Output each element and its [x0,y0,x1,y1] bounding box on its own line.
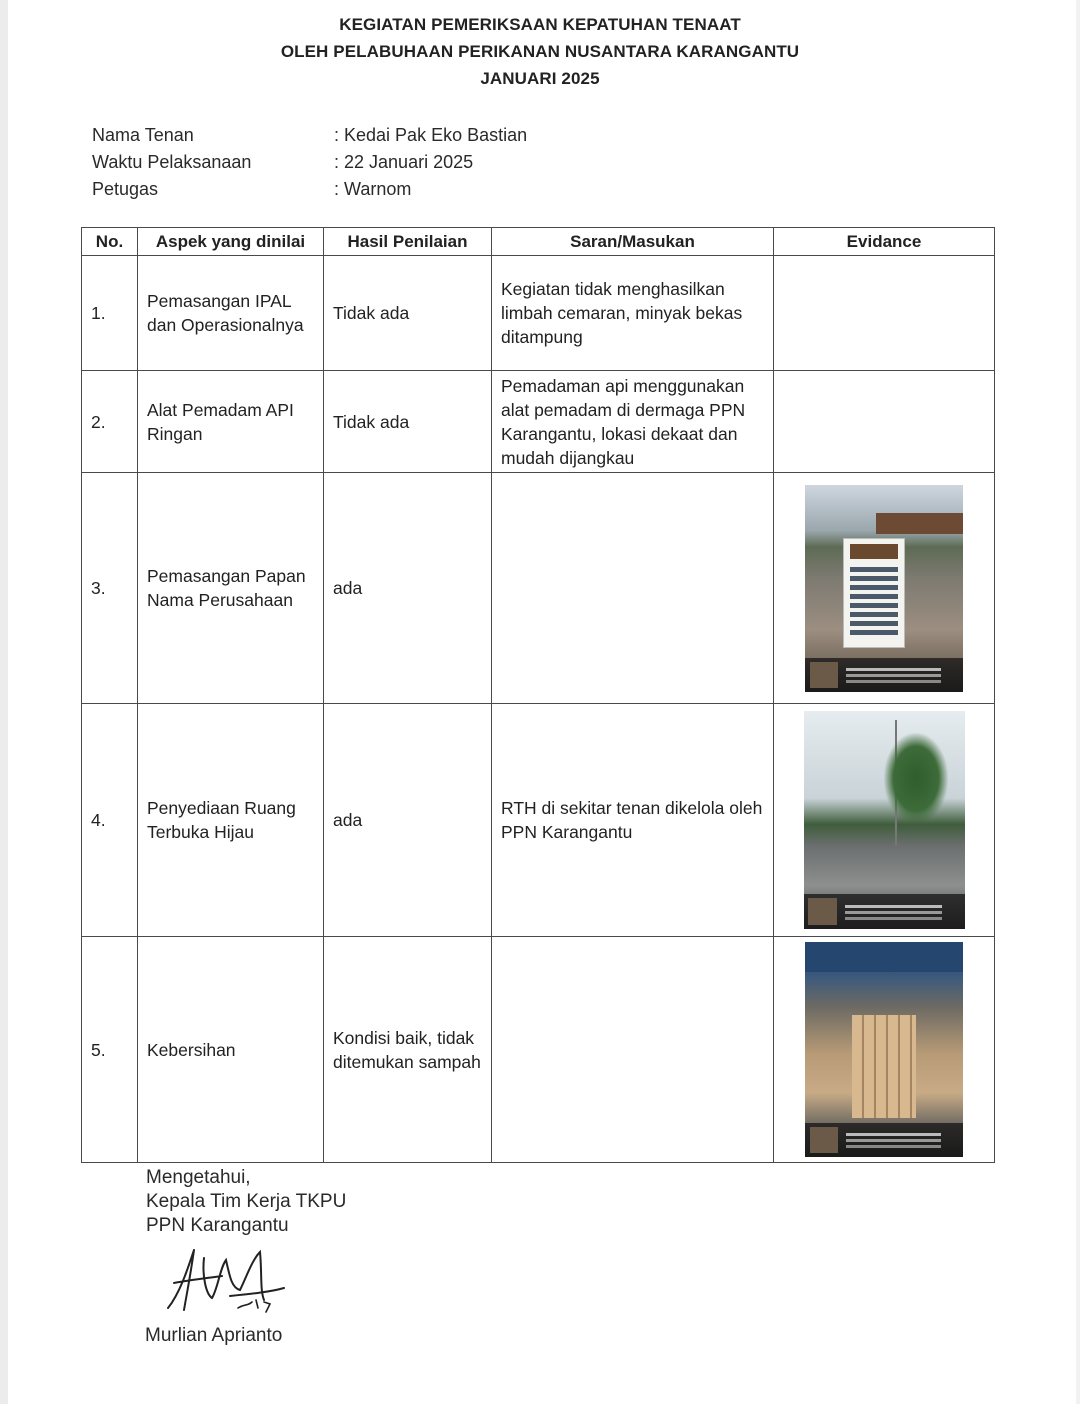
info-value: : Warnom [334,176,411,203]
row-evidence [774,704,995,937]
signer-office: PPN Karangantu [146,1215,289,1236]
page-edge [0,0,8,1404]
row-number: 1. [82,256,138,371]
row-aspect: Kebersihan [138,937,324,1163]
row-result: Tidak ada [324,371,492,473]
info-row-tenant [92,122,792,149]
evidence-photo-green-space [804,711,965,929]
document-period: JANUARI 2025 [480,69,600,88]
signature-block [146,1166,346,1238]
row-result: Tidak ada [324,256,492,371]
table-row [82,256,995,371]
info-label: Petugas [92,179,159,199]
row-aspect: Pemasangan Papan Nama Perusahaan [138,473,324,704]
table-row [82,704,995,937]
info-label: Waktu Pelaksanaan [92,152,252,172]
info-label: Nama Tenan [92,125,194,145]
row-evidence [774,256,995,371]
row-evidence [774,473,995,704]
row-evidence [774,371,995,473]
row-number: 2. [82,371,138,473]
evidence-photo-signboard [805,485,963,692]
handwritten-signature [160,1238,290,1318]
column-header: Saran/Masukan [492,228,774,256]
table-header-row [82,228,995,256]
evidence-photo-cleanliness [805,942,963,1157]
column-header: Hasil Penilaian [324,228,492,256]
row-suggestion [492,937,774,1163]
table-row [82,937,995,1163]
acknowledgement-label: Mengetahui, [146,1167,251,1188]
info-row-date [92,149,792,176]
signer-position: Kepala Tim Kerja TKPU [146,1191,347,1212]
column-header: No. [82,228,138,256]
page-edge [1076,0,1080,1404]
info-value: : 22 Januari 2025 [334,149,473,176]
row-result: ada [324,704,492,937]
row-suggestion [492,473,774,704]
row-number: 4. [82,704,138,937]
row-result: ada [324,473,492,704]
assessment-table [81,227,995,1163]
document-subtitle: OLEH PELABUHAAN PERIKANAN NUSANTARA KARANGANTU [280,42,800,61]
row-aspect: Penyediaan Ruang Terbuka Hijau [138,704,324,937]
row-suggestion: RTH di sekitar tenan dikelola oleh PPN Karangantu [492,704,774,937]
row-evidence [774,937,995,1163]
row-suggestion: Kegiatan tidak menghasilkan limbah cemaran, minyak bekas ditampung [492,256,774,371]
column-header: Evidance [774,228,995,256]
row-aspect: Alat Pemadam API Ringan [138,371,324,473]
row-suggestion: Pemadaman api menggunakan alat pemadam di dermaga PPN Karangantu, lokasi dekaat dan mudah dijangkau [492,371,774,473]
row-number: 5. [82,937,138,1163]
row-aspect: Pemasangan IPAL dan Operasionalnya [138,256,324,371]
column-header: Aspek yang dinilai [138,228,324,256]
row-number: 3. [82,473,138,704]
table-row [82,371,995,473]
info-value: : Kedai Pak Eko Bastian [334,122,527,149]
info-row-officer [92,176,792,203]
signer-name: Murlian Aprianto [145,1325,283,1346]
row-result: Kondisi baik, tidak ditemukan sampah [324,937,492,1163]
table-row [82,473,995,704]
document-title: KEGIATAN PEMERIKSAAN KEPATUHAN TENAAT [339,15,741,34]
info-block [92,122,792,203]
